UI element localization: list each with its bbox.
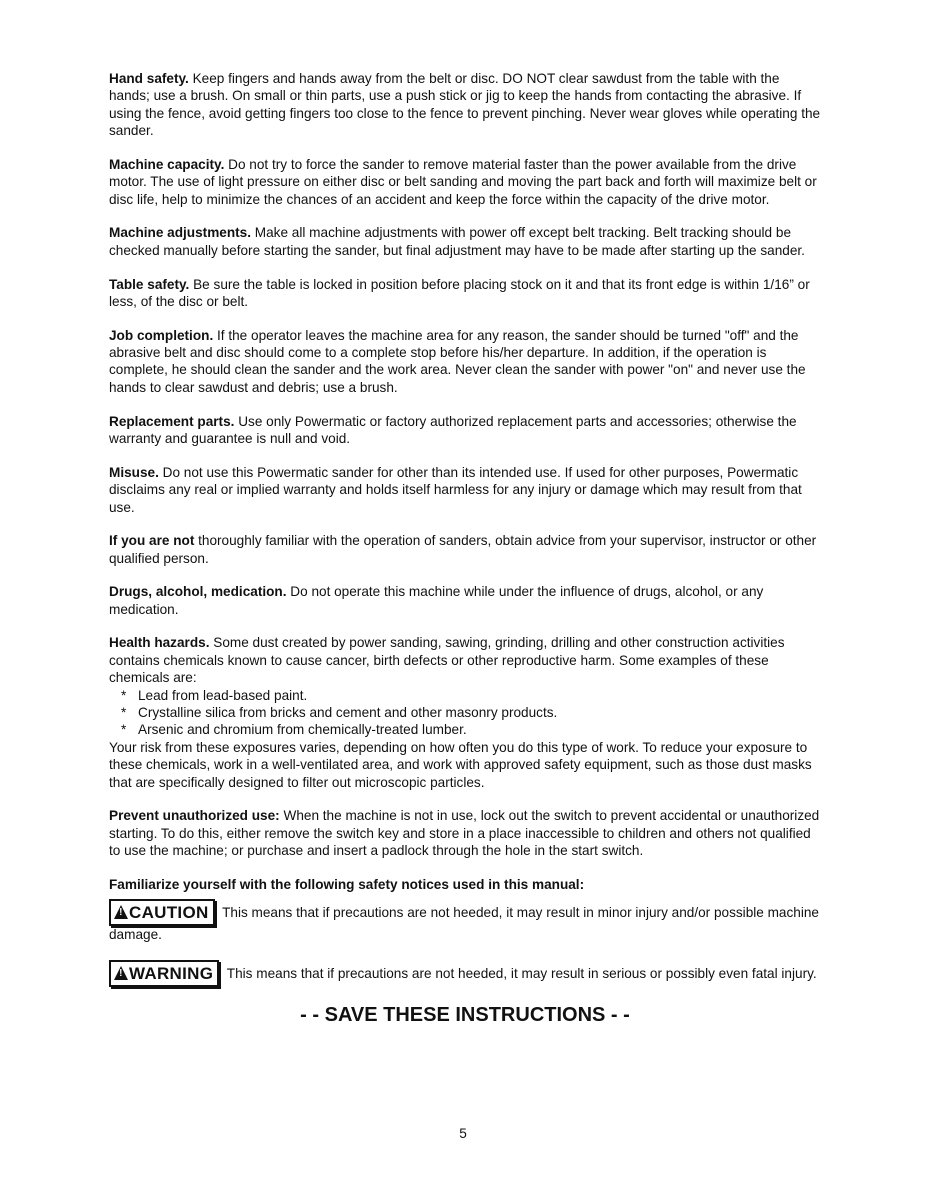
caution-notice xyxy=(109,899,821,943)
paragraph-heading: Prevent unauthorized use: xyxy=(109,808,280,824)
safety-paragraph xyxy=(109,156,821,208)
caution-text: This means that if precautions are not heeded, it may result in minor injury and/or possible machine damage. xyxy=(109,905,819,943)
paragraph-text: Do not try to force the sander to remove material faster than the power available from the drive motor. The use of light pressure on either disc or belt sanding and moving the part back and forth will maximize belt or disc life, help to minimize the chances of an accident and keep the force within the capacity of the drive motor. xyxy=(109,156,817,207)
safety-paragraph xyxy=(109,327,821,397)
paragraph-text: When the machine is not in use, lock out the switch to prevent accidental or unauthorized starting. To do this, either remove the switch key and store in a place inaccessible to children and others not qualified to use the machine; or purchase and insert a padlock through the hole in the start switch. xyxy=(109,808,820,859)
paragraph-heading: Health hazards. xyxy=(109,635,210,651)
paragraph-heading: Machine capacity. xyxy=(109,156,225,172)
safety-paragraphs xyxy=(109,70,821,618)
safety-paragraph xyxy=(109,70,821,140)
warning-triangle-icon: ! xyxy=(114,966,128,980)
paragraph-heading: Machine adjustments. xyxy=(109,225,252,241)
list-item-text: Lead from lead-based paint. xyxy=(138,687,308,703)
page-number: 5 xyxy=(459,1126,467,1141)
warning-text: This means that if precautions are not heeded, it may result in serious or possibly even fatal injury. xyxy=(223,965,817,981)
paragraph-heading: Table safety. xyxy=(109,276,190,292)
save-instructions-banner: - - SAVE THESE INSTRUCTIONS - - xyxy=(300,1003,630,1026)
health-hazards-paragraph xyxy=(109,634,821,686)
paragraph-heading: Job completion. xyxy=(109,327,214,343)
safety-paragraph xyxy=(109,583,821,618)
paragraph-heading: If you are not xyxy=(109,533,195,549)
safety-paragraph xyxy=(109,276,821,311)
paragraph-text: Do not operate this machine while under the influence of drugs, alcohol, or any medication. xyxy=(109,584,764,617)
safety-paragraph xyxy=(109,413,821,448)
safety-paragraph xyxy=(109,532,821,567)
manual-page xyxy=(109,70,821,1027)
list-item xyxy=(109,704,821,721)
paragraph-heading: Hand safety. xyxy=(109,71,189,86)
list-item-text: Arsenic and chromium from chemically-treated lumber. xyxy=(138,722,467,738)
health-hazards-outro: Your risk from these exposures varies, depending on how often you do this type of work. To reduce your exposure to these chemicals, work in a well-ventilated area, and work with approved safety equipment, such as those dust masks that are specifically designed to filter out microscopic particles. xyxy=(109,739,812,790)
paragraph-heading: Replacement parts. xyxy=(109,413,235,429)
paragraph-text: If the operator leaves the machine area for any reason, the sander should be turned "off" and the abrasive belt and disc should come to a complete stop before his/her departure. In addition, if the operation is complete, he should clean the sander and the work area. Never clean the sander with power "on" and never use the hands to clear sawdust and debris; use a brush. xyxy=(109,327,806,395)
caution-sign xyxy=(109,899,215,926)
caution-label: CAUTION xyxy=(129,903,209,923)
familiarize-heading: Familiarize yourself with the following safety notices used in this manual: xyxy=(109,876,585,892)
paragraph-text: Keep fingers and hands away from the belt or disc. DO NOT clear sawdust from the table with the hands; use a brush. On small or thin parts, use a push stick or jig to keep the hands from contacting the abrasive. If using the fence, avoid getting fingers too close to the fence to prevent pinching. Never wear gloves while operating the sander. xyxy=(109,71,821,139)
warning-sign xyxy=(109,960,219,987)
hazard-list xyxy=(109,687,821,739)
paragraph-heading: Drugs, alcohol, medication. xyxy=(109,584,287,600)
warning-notice xyxy=(109,960,821,987)
paragraph-text: Be sure the table is locked in position before placing stock on it and that its front edge is within 1/16” or less, of the disc or belt. xyxy=(109,276,810,309)
list-item-text: Crystalline silica from bricks and cement and other masonry products. xyxy=(138,705,558,721)
paragraph-text: Do not use this Powermatic sander for other than its intended use. If used for other purposes, Powermatic disclaims any real or implied warranty and holds itself harmless for any injury or damage which may result from that use. xyxy=(109,464,802,515)
paragraph-text: Use only Powermatic or factory authorized replacement parts and accessories; otherwise the warranty and guarantee is null and void. xyxy=(109,413,797,446)
bullet-marker: * xyxy=(121,705,127,721)
paragraph-text: Make all machine adjustments with power off except belt tracking. Belt tracking should be checked manually before starting the sander, but final adjustment may have to be made after starting up the sander. xyxy=(109,225,805,258)
unauthorized-use-paragraph xyxy=(109,807,821,859)
safety-paragraph xyxy=(109,464,821,516)
warning-triangle-icon: ! xyxy=(114,905,128,919)
paragraph-heading: Misuse. xyxy=(109,464,159,480)
list-item xyxy=(109,687,821,704)
list-item xyxy=(109,721,821,738)
warning-label: WARNING xyxy=(129,963,214,983)
bullet-marker: * xyxy=(121,722,127,738)
paragraph-text: Some dust created by power sanding, sawing, grinding, drilling and other construction activities contains chemicals known to cause cancer, birth defects or other reproductive harm. Some examples of these chemicals are: xyxy=(109,635,785,686)
paragraph-text: thoroughly familiar with the operation of sanders, obtain advice from your supervisor, instructor or other qualified person. xyxy=(109,533,817,566)
safety-paragraph xyxy=(109,224,821,259)
bullet-marker: * xyxy=(121,687,127,703)
